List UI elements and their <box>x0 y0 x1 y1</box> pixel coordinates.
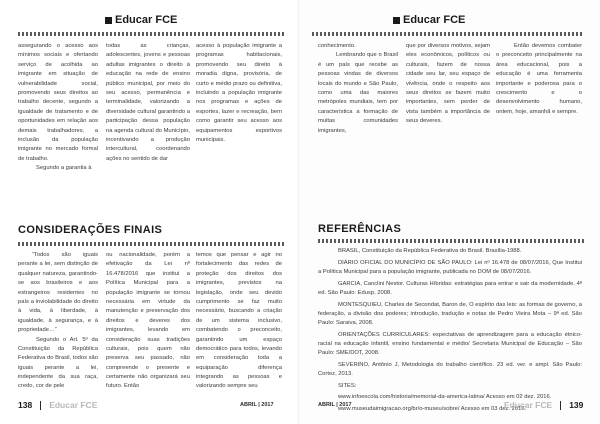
reference-link[interactable]: www.museudaimigracao.org/br/o-museu/sobre/ Acesso em 03 dez. 2016. <box>338 406 527 413</box>
article-column-2 <box>106 42 190 164</box>
footer-title: Educar FCE <box>504 400 553 410</box>
page-number: 138 <box>18 400 33 410</box>
references-heading: REFERÊNCIAS <box>318 223 402 235</box>
reference-link[interactable]: www.infoescola.com/historia/memorial-da-america-latina/ Acesso em 02 dez. 2016. <box>338 394 552 401</box>
reference-item: MONTESQUIEU, Charles de Secondat, Baron de, O espírito das leis: as formas de governo, a federação, a divisão dos poderes; introdução, tradução e notas de Pedro Vieira Mota – 9ª ed. São Paulo: Saraiva, 2008. <box>318 301 582 327</box>
paragraph: acesso à população imigrante a programas habitacionais, promovendo seu direito à moradia digna, provisória, de curto e médio prazo ou definitiva, incluindo a população imigrante nos programas e ações de esportes, lazer e recreação, bem como garantir seu acesso aos equipamentos esportivos municipais. <box>196 43 282 143</box>
paragraph: todas as crianças, adolescentes, jovens e pessoas adultas imigrantes o direito à educação na rede de ensino público municipal, por meio do seu acesso, permanência e terminalidade, valorizando a diversidade cultural garantindo a participação dessa população na agenda cultural do Município, incentivando a produção intercultural, coordenando ações no sentido de dar <box>106 43 190 162</box>
page-footer <box>504 400 583 410</box>
paragraph: temos que pensar e agir no fortalecimento das redes de proteção dos direitos dos imigrantes, previstos na legislação, onde seu devido cumprimento se faz muito necessário, buscando a criação de um sistema inclusivo, combatendo o preconceito, garantindo um espaço democrático para todos, levando em consideração toda a equiparação diferença integrando as pessoas e valorizando sempre seu <box>196 252 282 390</box>
magazine-brand <box>105 14 177 26</box>
heading-dotted-rule <box>18 242 284 246</box>
paragraph: conhecimento. <box>318 43 356 49</box>
dotted-rule <box>18 32 284 36</box>
square-bullet-icon <box>393 17 400 24</box>
article-column-3 <box>496 42 582 117</box>
magazine-brand <box>393 14 465 26</box>
reference-item: SITES: <box>338 382 357 389</box>
paragraph: ou nacionalidade, porém a efetivação da Lei nº 16.478/2016 que institui a Política Municipal para a população imigrante se tornou necessária em virtude da manutenção e preservação dos direitos e deveres dos imigrantes, levando em consideração suas tradições culturais, pois quem não preserva seu passado, não compreende o presente e certamente não organizará seu futuro. Então <box>106 252 190 390</box>
reference-item: SEVERINO, Antônio J, Metodologia do trabalho científico. 23 ed. ver. e ampl. São Paulo: Cortez, 2013. <box>318 361 582 378</box>
paragraph: assegurando o acesso aos mínimos sociais e ofertando serviço de acolhida ao imigrante em situação de vulnerabilidade social, promovendo seus direitos ao trabalho decente, segundo a igualdade de tratamento e de oportunidades em relação aos demais trabalhadores, a inclusão da população imigrante no mercado formal de trabalho. <box>18 43 98 162</box>
issue-date: ABRIL | 2017 <box>318 402 352 408</box>
paragraph: Então devemos combater o preconceito principalmente na área educacional, pois a educação é uma ferramenta importante e poderosa para o crescimento e o desenvolvimento humano, ontem, hoje, amanhã e sempre. <box>496 43 582 115</box>
reference-item: GARCIA, Canclini Nestor. Culturas Híbridas: estratégias para entrar e sair da modernidade. 4ª ed. São Paulo: Edusp, 2008. <box>318 280 582 296</box>
conclusion-column-1 <box>18 251 98 392</box>
article-column-1 <box>318 42 398 136</box>
heading-dotted-rule <box>318 239 584 243</box>
conclusion-column-2 <box>106 251 190 392</box>
paragraph: que por diversos motivos, sejam eles econômicos, políticos ou culturais, fazem de nossa cidade seu lar, seu espaço de vivência, onde o respeito aos seus direitos se fazem muito importantes, sem perder de vista também a importância de seus deveres. <box>406 43 490 125</box>
reference-item: DIÁRIO OFICIAL DO MUNICÍPIO DE SÃO PAULO: Lei nº 16.478 de 08/07/2016, Que Institui a Política Municipal para a população imigrante, publicada no DOM de 08/07/2016. <box>318 259 582 275</box>
brand-label: Educar FCE <box>115 14 178 26</box>
footer-divider <box>40 401 41 410</box>
reference-item: ORIENTAÇÕES CURRICULARES: expectativas de aprendizagem para a educação étnico-racial na educação infantil, ensino fundamental e médio/ Secretaria Municipal de Educação – São Paulo: SME/DOT, 2008. <box>318 331 582 357</box>
quote-paragraph: “Todos são iguais perante a lei, sem distinção de qualquer natureza, garantindo-se aos brasileiros e aos estrangeiros residentes no país a inviolabilidade do direito à vida, à liberdade, à igualdade, à segurança, e à propriedade…” <box>18 252 98 334</box>
issue-date: ABRIL | 2017 <box>240 402 274 408</box>
paragraph: Lembrando que o Brasil é um país que recebe as pessoas vindas de diversos locais do mundo e São Paulo, como uma das maiores metrópoles mundiais, tem por característica a formação de muitas comunidades imigrantes, <box>318 52 398 134</box>
brand-label: Educar FCE <box>403 14 466 26</box>
footer-divider <box>560 401 561 410</box>
page-number: 139 <box>569 400 584 410</box>
page-footer <box>18 400 97 410</box>
references-list <box>318 247 582 417</box>
reference-item: BRASIL, Constituição da República Federativa do Brasil. Brasília-1988. <box>338 248 522 254</box>
article-column-2 <box>406 42 490 127</box>
paragraph: Segundo o Art. 5º da Constituição da República Federativa do Brasil, todos são iguais perante a lei, independente da sua raça, credo, cor de pele <box>18 336 98 390</box>
conclusion-column-3 <box>196 251 282 392</box>
square-bullet-icon <box>105 17 112 24</box>
footer-title: Educar FCE <box>49 400 98 410</box>
dotted-rule <box>312 32 582 36</box>
article-column-3 <box>196 42 282 145</box>
right-page <box>300 0 600 424</box>
paragraph: Segundo a garantia à <box>36 165 92 172</box>
section-heading: CONSIDERAÇÕES FINAIS <box>18 224 163 236</box>
article-column-1 <box>18 42 98 173</box>
